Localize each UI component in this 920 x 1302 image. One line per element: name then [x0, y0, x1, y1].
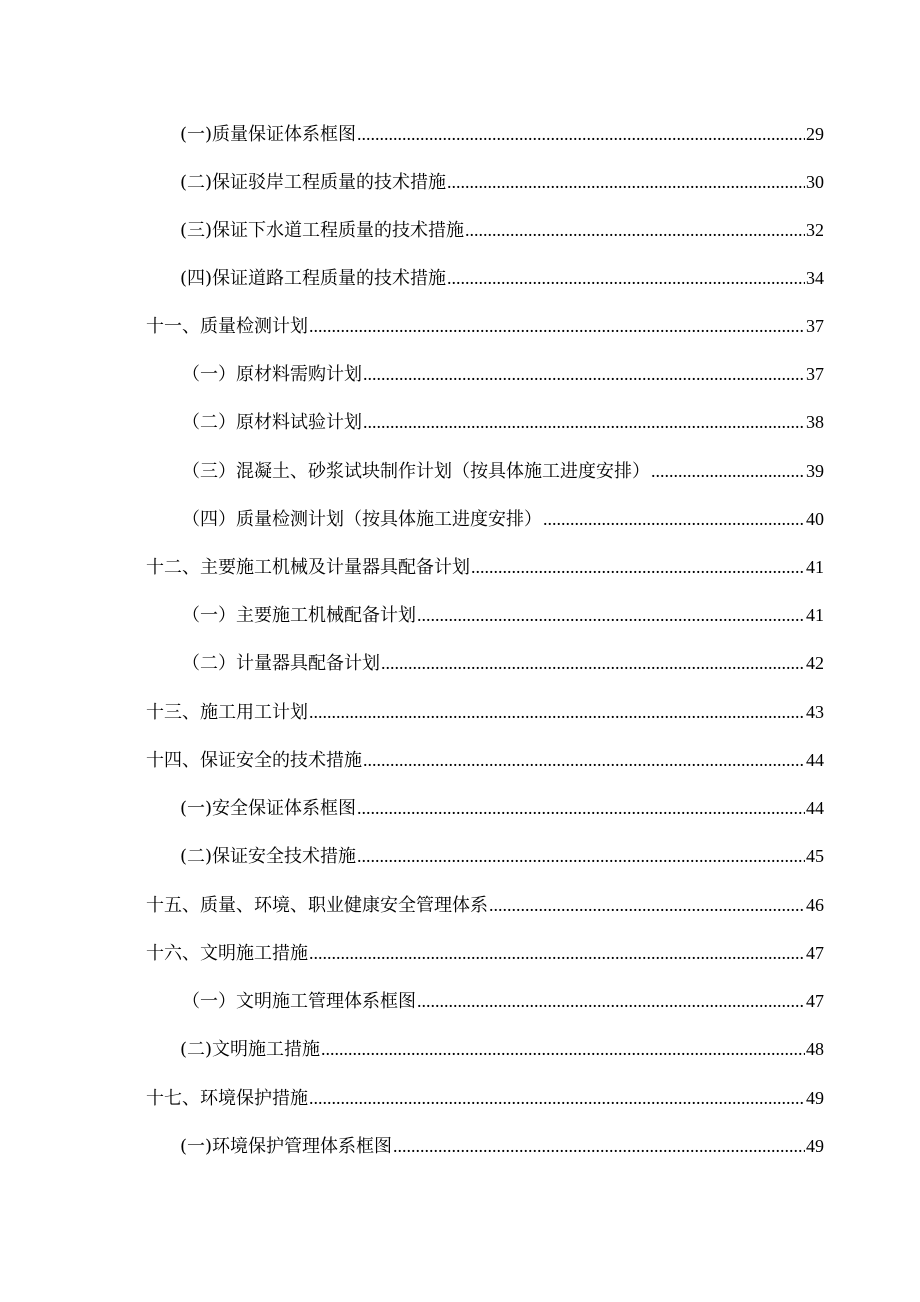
- toc-entry[interactable]: [146, 938, 824, 968]
- toc-entry[interactable]: [180, 263, 824, 293]
- toc-dot-leader: [417, 986, 805, 1016]
- toc-entry[interactable]: [146, 697, 824, 727]
- toc-entry-title: 十五、质量、环境、职业健康安全管理体系: [146, 895, 488, 916]
- toc-dot-leader: [357, 793, 805, 823]
- toc-page-number: 49: [806, 1136, 824, 1156]
- toc-dot-leader: [651, 456, 805, 486]
- toc-page-number: 48: [806, 1039, 824, 1059]
- toc-page-number: 37: [806, 316, 824, 336]
- toc-dot-leader: [363, 745, 805, 775]
- toc-page-number: 40: [806, 509, 824, 529]
- toc-entry-title: 十四、保证安全的技术措施: [146, 750, 362, 771]
- toc-dot-leader: [489, 890, 805, 920]
- toc-page-number: 47: [806, 991, 824, 1011]
- toc-entry-title: (二)保证安全技术措施: [180, 846, 357, 867]
- toc-entry[interactable]: [182, 504, 824, 534]
- toc-entry[interactable]: [182, 359, 824, 389]
- toc-entry-title: (一)环境保护管理体系框图: [180, 1136, 393, 1157]
- toc-dot-leader: [465, 215, 805, 245]
- toc-dot-leader: [363, 407, 805, 437]
- toc-page-number: 44: [806, 798, 824, 818]
- toc-entry-title: 十一、质量检测计划: [146, 316, 308, 337]
- toc-entry-title: (一)质量保证体系框图: [180, 124, 357, 145]
- toc-page-number: 38: [806, 412, 824, 432]
- toc-entry-title: 十二、主要施工机械及计量器具配备计划: [146, 557, 470, 578]
- toc-page-number: 34: [806, 268, 824, 288]
- toc-dot-leader: [309, 1083, 805, 1113]
- toc-page-number: 39: [806, 461, 824, 481]
- toc-entry-title: 十六、文明施工措施: [146, 943, 308, 964]
- toc-entry[interactable]: [146, 552, 824, 582]
- toc-dot-leader: [321, 1034, 805, 1064]
- toc-entry[interactable]: [146, 1083, 824, 1113]
- toc-entry-title: （二）计量器具配备计划: [182, 653, 380, 674]
- toc-entry-title: 十七、环境保护措施: [146, 1088, 308, 1109]
- toc-page-number: 29: [806, 124, 824, 144]
- toc-page-number: 30: [806, 172, 824, 192]
- toc-entry-title: （二）原材料试验计划: [182, 412, 362, 433]
- toc-page-number: 41: [806, 605, 824, 625]
- toc-dot-leader: [471, 552, 805, 582]
- toc-dot-leader: [309, 938, 805, 968]
- toc-entry[interactable]: [182, 456, 824, 486]
- toc-entry[interactable]: [180, 215, 824, 245]
- toc-dot-leader: [417, 600, 805, 630]
- toc-page-number: 44: [806, 750, 824, 770]
- toc-page-number: 32: [806, 220, 824, 240]
- toc-page-number: 49: [806, 1088, 824, 1108]
- toc-entry-title: (三)保证下水道工程质量的技术措施: [180, 220, 465, 241]
- toc-entry-title: 十三、施工用工计划: [146, 702, 308, 723]
- toc-dot-leader: [543, 504, 805, 534]
- toc-dot-leader: [363, 359, 805, 389]
- toc-dot-leader: [309, 311, 805, 341]
- toc-dot-leader: [381, 648, 805, 678]
- toc-dot-leader: [447, 167, 805, 197]
- toc-dot-leader: [447, 263, 805, 293]
- toc-entry[interactable]: [180, 793, 824, 823]
- toc-page-number: 45: [806, 846, 824, 866]
- toc-page-number: 41: [806, 557, 824, 577]
- toc-dot-leader: [309, 697, 805, 727]
- toc-entry[interactable]: [180, 119, 824, 149]
- toc-entry[interactable]: [180, 1034, 824, 1064]
- toc-dot-leader: [357, 119, 805, 149]
- toc-entry-title: (四)保证道路工程质量的技术措施: [180, 268, 447, 289]
- toc-entry-title: (二)文明施工措施: [180, 1039, 321, 1060]
- toc-entry[interactable]: [182, 986, 824, 1016]
- toc-entry-title: (二)保证驳岸工程质量的技术措施: [180, 172, 447, 193]
- toc-page-number: 46: [806, 895, 824, 915]
- toc-entry[interactable]: [182, 407, 824, 437]
- toc-entry-title: （一）原材料需购计划: [182, 364, 362, 385]
- toc-dot-leader: [357, 841, 805, 871]
- toc-entry[interactable]: [180, 167, 824, 197]
- toc-entry[interactable]: [146, 745, 824, 775]
- toc-entry[interactable]: [180, 1131, 824, 1161]
- toc-entry[interactable]: [146, 890, 824, 920]
- toc-dot-leader: [393, 1131, 805, 1161]
- toc-page-number: 42: [806, 653, 824, 673]
- toc-page-number: 47: [806, 943, 824, 963]
- toc-entry-title: （一）主要施工机械配备计划: [182, 605, 416, 626]
- toc-entry-title: （三）混凝土、砂浆试块制作计划（按具体施工进度安排）: [182, 461, 650, 482]
- toc-page-number: 37: [806, 364, 824, 384]
- toc-entry-title: （四）质量检测计划（按具体施工进度安排）: [182, 509, 542, 530]
- toc-entry[interactable]: [182, 648, 824, 678]
- toc-entry[interactable]: [182, 600, 824, 630]
- toc-page-number: 43: [806, 702, 824, 722]
- toc-entry[interactable]: [180, 841, 824, 871]
- toc-entry[interactable]: [146, 311, 824, 341]
- toc-entry-title: （一）文明施工管理体系框图: [182, 991, 416, 1012]
- toc-entry-title: (一)安全保证体系框图: [180, 798, 357, 819]
